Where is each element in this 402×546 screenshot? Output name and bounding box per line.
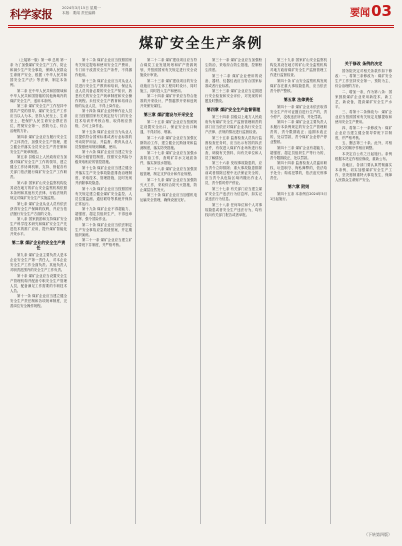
chapter-heading: 第四章 煤矿安全生产监督管理: [206, 107, 261, 113]
issue-info: [62, 6, 142, 16]
article-paragraph: 第三十一条 煤矿企业应当加强粉尘防治，采取综合防尘措施，控制粉尘浓度。: [205, 58, 262, 72]
page-header: [0, 0, 402, 30]
article-paragraph: 第二十八条 煤矿企业应当加强顶板管理，制定支护设计和作业规程。: [140, 166, 197, 176]
chapter-heading: 第六章 附则: [287, 184, 310, 190]
section-tag: 要闻: [350, 8, 370, 19]
continuation-note: （下转第四版）: [364, 532, 392, 537]
article-paragraph: 第二十一条 煤矿企业应当建立矿长带班下井制度，并严格考核。: [75, 238, 132, 248]
article-paragraph: 第二十二条 煤矿建设项目应当符合煤炭工业发展规划和矿产资源规划，并按照国家有关规定进行安全设施设计审查。: [140, 58, 197, 77]
article-paragraph: 第二十四条 煤矿开采应当符合批准的开采设计，严禁越界开采和违规开采保安煤柱。: [140, 94, 197, 109]
chapter-heading: 关于修改 条例的决定: [344, 61, 383, 66]
article-paragraph: 第十七条 煤矿企业应当建立健全并落实生产安全事故隐患排查治理制度，采取技术、管理措施，及时发现并消除事故隐患。: [75, 165, 132, 185]
chapter-heading: 第二章 煤矿企业的安全生产责任: [11, 240, 66, 251]
article-paragraph: 第三十七条 有关部门应当建立煤矿安全生产违法行为信息库，如实记录违法行为信息。: [205, 186, 262, 201]
article-column-5: [270, 58, 331, 524]
article-paragraph: 第四十四条 监督检查人员滥用职权、玩忽职守、徇私舞弊的，依法给予处分；构成犯罪的，依法追究刑事责任。: [270, 161, 327, 181]
article-paragraph: 第十条 煤矿企业应当设置安全生产管理机构并配备专职安全生产管理人员，配备满足工作需要的专职技术人员。: [10, 273, 67, 293]
issue-editor: 本版：要闻 责任编辑: [62, 11, 96, 15]
article-column-1: [10, 58, 71, 524]
article-title: 煤矿安全生产条例: [139, 36, 263, 52]
article-paragraph: 第二十六条 煤矿企业应当加强瓦斯防治工作，建立健全瓦斯抽采和监测制度，落实防突措施。: [140, 135, 197, 150]
chapter-heading: 第三章 煤矿建设与开采安全: [143, 112, 194, 118]
article-paragraph: 第三十条 煤矿企业应当加强机电运输安全管理，确保设备完好。: [140, 193, 197, 203]
article-paragraph: 国务院决定对相关条款作如下修改：一、将第三条修改为：煤矿安全生产工作坚持安全第一、预防为主、综合治理的方针。: [335, 69, 392, 88]
article-paragraph: 各地区、各部门要认真贯彻落实本条例，切实加强煤矿安全生产工作，坚决遏制重特大事故发生，保障人民群众生命财产安全。: [335, 162, 392, 182]
article-paragraph: 第三条 煤矿安全生产工作坚持中国共产党的领导。煤矿安全生产工作应当以人为本，坚持人民至上、生命至上，把保护人民生命安全摆在首位，贯彻安全第一、预防为主、综合治理的方针。: [10, 104, 67, 134]
article-paragraph: 第四十二条 煤矿企业主要负责人未履行本条例规定的安全生产管理职责的，责令限期改正；逾期未改正的，处以罚款，责令煤矿企业停产停业整顿。: [270, 120, 327, 145]
page-number: 03: [371, 2, 392, 20]
article-paragraph: 第十四条 煤矿企业特种作业人员应当按照国家有关规定经专门的安全技术培训并考核合格，取得相应资格，方可上岗作业。: [75, 109, 132, 129]
article-paragraph: 第四条 煤矿企业应当履行安全生产主体责任，加强安全生产管理，建立健全并落实全员安全生产责任制和安全生产规章制度。: [10, 134, 67, 154]
article-column-6: [335, 58, 392, 524]
chapter-heading: 第五章 法律责任: [283, 96, 314, 102]
masthead: 科学家报: [10, 8, 52, 21]
article-paragraph: 第八条 国家鼓励和支持煤矿安全生产科学技术研究和煤矿安全生产先进技术的推广应用，提升煤矿智能化开采水平。: [10, 217, 67, 237]
article-column-3: [140, 58, 201, 524]
article-paragraph: 第三十六条 发现事故隐患的，应当责令立即排除；重大事故隐患排除前或者排除过程中无法保证安全的，应当责令从危险区域内撤出作业人员，责令暂时停产停业。: [205, 161, 262, 186]
article-paragraph: 三、将第十二条修改为：煤矿企业应当按照国家有关规定足额提取和使用安全生产费用。: [335, 110, 392, 125]
article-paragraph: 四、将第二十一条修改为：煤矿企业应当建立健全领导带班下井制度，并严格考核。: [335, 125, 392, 140]
issue-date: 2024年3月15日 星期一: [62, 6, 101, 10]
article-paragraph: 第六条 国家矿山安全监察机构及其设在地方的矿山安全监察机构依照本条例和其他有关法律、行政法规的规定对煤矿安全生产实施监察。: [10, 180, 67, 200]
article-paragraph: 第四十五条 本条例自2024年5月1日起施行。: [270, 192, 327, 202]
article-paragraph: 第十二条 煤矿企业应当按照国家有关规定提取和使用安全生产费用，专门用于改善安全生产条件，不得挪作他用。: [75, 58, 132, 77]
article-paragraph: 第三十二条 煤矿企业使用的设备、器材、仪器仪表应当符合国家标准或者行业标准。: [205, 73, 262, 88]
article-paragraph: 第二十七条 煤矿企业应当加强水害防治工作，查明矿井水文地质条件，落实探放水措施。: [140, 151, 197, 166]
article-paragraph: 第二十三条 煤矿建设项目的安全设施应当与主体工程同时设计、同时施工、同时投入生产和使用。: [140, 78, 197, 93]
article-column-4: [205, 58, 266, 524]
article-paragraph: （上接第一版）第一章 总则 第一条 为了加强煤矿安全生产工作，防止和减少生产安全事故，保障人民群众生命财产安全，根据《中华人民共和国安全生产法》等法律，制定本条例。: [10, 58, 67, 87]
article-paragraph: 本决定自公布之日起施行。条例根据本决定作相应修改，重新公布。: [335, 151, 392, 161]
article-paragraph: 第十三条 煤矿企业应当对从业人员进行安全生产教育和培训，保证从业人员具备必要的安全生产知识，熟悉有关的安全生产规章制度和安全操作规程。未经安全生产教育和培训合格的从业人员，不得上岗作业。: [75, 78, 132, 108]
article-paragraph: 第四十三条 煤矿企业有超能力、超强度、超定员组织生产等行为的，责令限期改正，处以罚款。: [270, 145, 327, 160]
article-paragraph: 第十一条 煤矿企业应当建立健全安全生产责任制和各项规章制度，完善岗位安全操作规程。: [10, 294, 67, 309]
article-paragraph: 第九条 煤矿企业主要负责人是本企业安全生产第一责任人，对本企业安全生产工作全面负责。其他负责人对职责范围内的安全生产工作负责。: [10, 253, 67, 273]
article-paragraph: 第十八条 煤矿企业应当按照国家有关规定建立健全煤矿安全监控、人员位置监测、通信联络等系统并保持正常运行。: [75, 186, 132, 206]
article-paragraph: 第三十八条 任何单位和个人对事故隐患或者安全生产违法行为，均有权向有关部门报告或者举报。: [205, 202, 262, 217]
header-rule: [8, 25, 394, 26]
article-body: [10, 58, 392, 524]
article-paragraph: 第二条 在中华人民共和国领域和中华人民共和国管辖的其他海域内的煤矿安全生产，适用本条例。: [10, 88, 67, 103]
article-paragraph: 第二十五条 煤矿企业应当按照规定设置安全出口，保证安全出口畅通，不得封闭、堵塞。: [140, 120, 197, 135]
article-paragraph: 第十五条 煤矿企业应当为从业人员提供符合国家标准或者行业标准的劳动防护用品，并监督、教育从业人员按照使用规则佩戴、使用。: [75, 129, 132, 149]
article-paragraph: 第三十五条 监督检查人员执行监督检查任务时，应当出示有效的执法证件，有权进入煤矿作业场所进行检查，调阅有关资料，向有关单位和人员了解情况。: [205, 135, 262, 160]
article-paragraph: 第四十条 矿山安全监察机构发现煤矿存在重大事故隐患的，应当依法责令停产整顿。: [270, 78, 327, 93]
article-paragraph: 第三十九条 国家矿山安全监察机构及其设在地方的矿山安全监察机构对地方政府煤矿安全生产监督管理工作进行监督检查。: [270, 58, 327, 77]
article-paragraph: 第十六条 煤矿企业应当建立安全风险分级管控制度，按照安全风险分级采取相应的管控措施。: [75, 150, 132, 165]
article-paragraph: 第七条 煤矿企业从业人员有依法获得安全生产保障的权利，并应当依法履行安全生产方面的义务。: [10, 201, 67, 216]
article-paragraph: 五、删去第三十条。此外，对相关条文的顺序作相应调整。: [335, 141, 392, 151]
article-paragraph: 第四十一条 煤矿企业未依法取得安全生产许可证擅自进行生产的，责令停产，没收违法所得，并处罚款。: [270, 104, 327, 119]
article-paragraph: 第十九条 煤矿企业不得超能力、超强度、超定员组织生产，不得违章指挥、强令冒险作业。: [75, 207, 132, 222]
article-paragraph: 第二十九条 煤矿企业应当加强防灭火工作，采取综合防灭火措施，防止煤层自然发火。: [140, 177, 197, 192]
article-paragraph: 第三十三条 煤矿企业应当定期进行安全检查和安全评价，对发现的问题及时整改。: [205, 89, 262, 104]
article-column-2: [75, 58, 136, 524]
article-paragraph: 第三十四条 县级以上地方人民政府负有煤矿安全生产监督管理职责的部门应当依法对煤矿企业执行安全生产法律、法规的情况进行监督检查。: [205, 115, 262, 135]
article-paragraph: 第五条 县级以上人民政府应当加强对煤矿安全生产工作的领导，建立健全工作协调机制，支持、督促各有关部门依法履行煤矿安全生产工作职责。: [10, 155, 67, 180]
article-paragraph: 第二十条 煤矿企业应当依法制定生产安全事故应急救援预案，并定期组织演练。: [75, 222, 132, 237]
article-paragraph: 二、增加一条，作为第八条：国家鼓励煤矿企业采用新技术、新工艺、新设备，提高煤矿安全生产水平。: [335, 89, 392, 109]
